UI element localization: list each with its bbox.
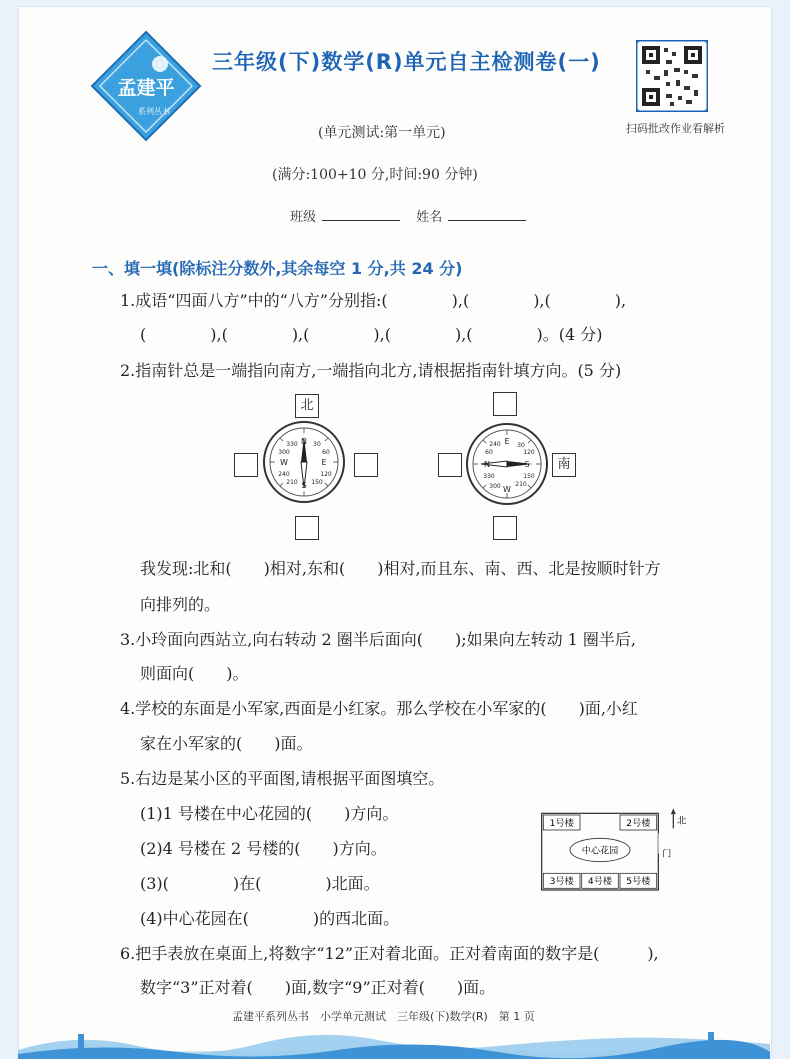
compass1-w: W bbox=[280, 458, 288, 467]
question-6-line-2: 数字“3”正对着( )面,数字“9”正对着( )面。 bbox=[140, 978, 496, 997]
svg-text:240: 240 bbox=[489, 441, 501, 448]
unit-line: (单元测试:第一单元) bbox=[318, 125, 446, 141]
compass-1 bbox=[262, 420, 346, 504]
svg-text:330: 330 bbox=[483, 473, 495, 480]
qr-caption: 扫码批改作业看解析 bbox=[626, 122, 725, 135]
svg-text:210: 210 bbox=[286, 479, 298, 486]
qr-code[interactable] bbox=[636, 40, 708, 112]
svg-text:30: 30 bbox=[313, 441, 321, 448]
question-5-part-1: (1)1 号楼在中心花园的( )方向。 bbox=[140, 804, 399, 823]
question-2-finding-line-1: 我发现:北和( )相对,东和( )相对,而且东、南、西、北是按顺时针方 bbox=[140, 559, 661, 578]
compass1-n: N bbox=[301, 437, 307, 446]
question-5-part-3: (3)( )在( )北面。 bbox=[140, 874, 380, 893]
gate-label: 门 bbox=[662, 848, 672, 860]
compass1-s: S bbox=[301, 481, 307, 490]
building-3: 3号楼 bbox=[549, 876, 574, 888]
question-1-line-1: 1.成语“四面八方”中的“八方”分别指:( ),( ),( ), bbox=[120, 291, 627, 310]
question-2-finding-line-2: 向排列的。 bbox=[140, 595, 221, 614]
svg-text:60: 60 bbox=[322, 449, 330, 456]
brand-logo bbox=[90, 30, 202, 142]
svg-text:150: 150 bbox=[311, 479, 323, 486]
name-label: 姓名 bbox=[416, 210, 443, 225]
svg-text:210: 210 bbox=[515, 481, 527, 488]
landscape-decoration bbox=[18, 1020, 770, 1059]
compass2-right-box: 南 bbox=[552, 453, 576, 477]
svg-text:150: 150 bbox=[523, 473, 535, 480]
north-label: 北 bbox=[677, 815, 687, 827]
compass1-right-box[interactable] bbox=[354, 453, 378, 477]
svg-text:30: 30 bbox=[517, 442, 525, 449]
building-1: 1号楼 bbox=[549, 817, 574, 829]
name-field[interactable] bbox=[448, 220, 526, 221]
question-5: 5.右边是某小区的平面图,请根据平面图填空。 bbox=[120, 769, 445, 788]
question-1-line-2: ( ),( ),( ),( ),( )。(4 分) bbox=[140, 325, 603, 344]
compass1-e: E bbox=[321, 458, 327, 467]
question-5-part-4: (4)中心花园在( )的西北面。 bbox=[140, 909, 400, 928]
question-2: 2.指南针总是一端指向南方,一端指向北方,请根据指南针填方向。(5 分) bbox=[120, 361, 622, 380]
building-4: 4号楼 bbox=[587, 876, 613, 888]
compass1-left-box[interactable] bbox=[234, 453, 258, 477]
compass2-s: S bbox=[524, 460, 530, 469]
building-5: 5号楼 bbox=[626, 876, 651, 888]
building-2: 2号楼 bbox=[626, 817, 651, 829]
compass1-bottom-box[interactable] bbox=[295, 516, 319, 540]
svg-text:120: 120 bbox=[523, 449, 535, 456]
compass2-bottom-box[interactable] bbox=[493, 516, 517, 540]
compass2-w: W bbox=[503, 485, 511, 494]
question-4-line-1: 4.学校的东面是小军家,西面是小红家。那么学校在小军家的( )面,小红 bbox=[120, 699, 638, 718]
svg-text:330: 330 bbox=[286, 441, 298, 448]
compass2-n: N bbox=[484, 460, 490, 469]
question-4-line-2: 家在小军家的( )面。 bbox=[140, 734, 313, 753]
community-floor-plan bbox=[540, 800, 690, 900]
svg-text:300: 300 bbox=[278, 449, 290, 456]
svg-text:120: 120 bbox=[320, 471, 332, 478]
central-garden: 中心花园 bbox=[581, 845, 619, 857]
brand-subtitle: 系列丛书 bbox=[138, 107, 170, 116]
score-line: (满分:100+10 分,时间:90 分钟) bbox=[272, 167, 478, 183]
compass1-top-box: 北 bbox=[295, 394, 319, 418]
compass2-left-box[interactable] bbox=[438, 453, 462, 477]
question-5-part-2: (2)4 号楼在 2 号楼的( )方向。 bbox=[140, 839, 387, 858]
page-title: 三年级(下)数学(R)单元自主检测卷(一) bbox=[212, 50, 601, 74]
class-label: 班级 bbox=[290, 210, 317, 225]
svg-text:240: 240 bbox=[278, 471, 290, 478]
svg-text:300: 300 bbox=[489, 483, 501, 490]
question-3-line-2: 则面向( )。 bbox=[140, 664, 249, 683]
compass2-top-box[interactable] bbox=[493, 392, 517, 416]
section-fill-in-title: 一、填一填(除标注分数外,其余每空 1 分,共 24 分) bbox=[92, 259, 463, 278]
brand-name: 孟建平 bbox=[117, 77, 175, 99]
page-footer: 孟建平系列丛书 小学单元测试 三年级(下)数学(R) 第 1 页 bbox=[232, 1010, 535, 1023]
compass2-e: E bbox=[504, 437, 510, 446]
class-field[interactable] bbox=[322, 220, 400, 221]
svg-text:60: 60 bbox=[485, 449, 493, 456]
compass-2 bbox=[465, 422, 549, 506]
question-3-line-1: 3.小玲面向西站立,向右转动 2 圈半后面向( );如果向左转动 1 圈半后, bbox=[120, 630, 637, 649]
question-6-line-1: 6.把手表放在桌面上,将数字“12”正对着北面。正对着南面的数字是( ), bbox=[120, 944, 659, 963]
